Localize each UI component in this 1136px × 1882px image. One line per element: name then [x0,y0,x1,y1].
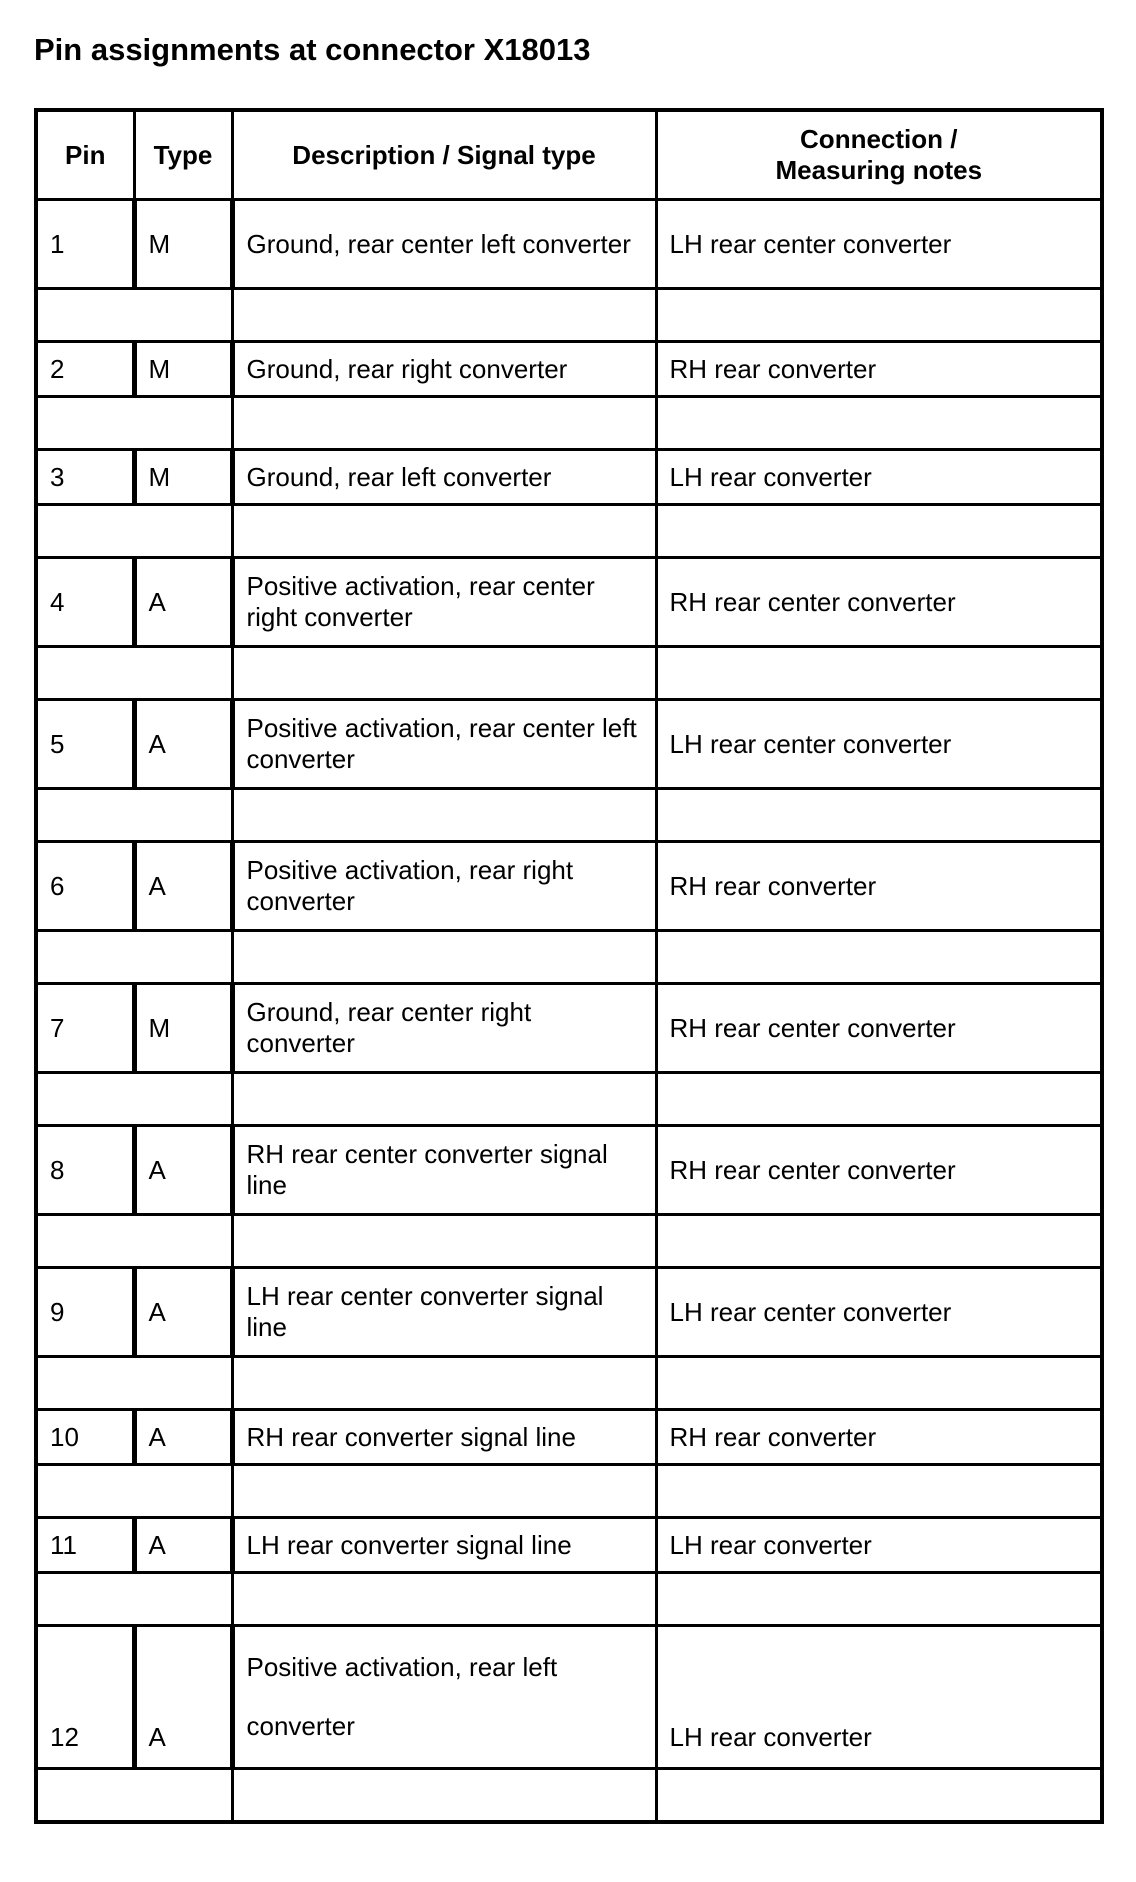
description-cell: Ground, rear right converter [232,342,656,397]
header-description: Description / Signal type [232,110,656,200]
spacer-row [36,289,1102,342]
pin-cell: 12 [36,1626,134,1769]
pin-cell: 10 [36,1410,134,1465]
pin-cell: 8 [36,1126,134,1215]
description-cell: LH rear converter signal line [232,1518,656,1573]
table-row [36,558,1102,647]
connection-cell: LH rear converter [656,450,1102,505]
page-title: Pin assignments at connector X18013 [34,32,591,67]
type-cell: M [134,342,232,397]
description-cell: Positive activation, rear center left converter [232,700,656,789]
description-cell: LH rear center converter signal line [232,1268,656,1357]
header-connection-line2: Measuring notes [775,155,983,185]
connection-cell: LH rear center converter [656,700,1102,789]
spacer-row [36,397,1102,450]
description-line1: Positive activation, rear left [246,1652,558,1682]
pin-cell: 11 [36,1518,134,1573]
table-row [36,1410,1102,1465]
table-row [36,342,1102,397]
header-type: Type [134,110,232,200]
description-cell: RH rear converter signal line [232,1410,656,1465]
connection-cell: LH rear center converter [656,1268,1102,1357]
table-row [36,450,1102,505]
table-header-row [36,110,1102,200]
connection-cell: RH rear converter [656,342,1102,397]
description-cell: Ground, rear left converter [232,450,656,505]
table-row [36,700,1102,789]
type-cell: M [134,200,232,289]
type-cell: A [134,1410,232,1465]
type-cell: M [134,984,232,1073]
spacer-row [36,1357,1102,1410]
type-cell: A [134,700,232,789]
spacer-row [36,647,1102,700]
table-row [36,1268,1102,1357]
description-cell: Positive activation, rear center right converter [232,558,656,647]
pin-cell: 6 [36,842,134,931]
header-connection [656,110,1102,200]
type-cell: A [134,1626,232,1769]
connection-cell: RH rear center converter [656,558,1102,647]
spacer-row [36,1573,1102,1626]
connection-cell: RH rear converter [656,1410,1102,1465]
description-cell: Positive activation, rear right converter [232,842,656,931]
pin-cell: 1 [36,200,134,289]
header-pin: Pin [36,110,134,200]
type-cell: M [134,450,232,505]
description-cell: Ground, rear center left converter [232,200,656,289]
description-line2: converter [246,1711,355,1741]
spacer-row [36,1215,1102,1268]
table-row [36,1126,1102,1215]
type-cell: A [134,842,232,931]
table-row [36,200,1102,289]
header-connection-line1: Connection / [800,124,958,154]
spacer-row [36,1465,1102,1518]
connection-cell: LH rear converter [656,1626,1102,1769]
connection-cell: RH rear center converter [656,984,1102,1073]
spacer-row [36,1073,1102,1126]
connection-cell: LH rear converter [656,1518,1102,1573]
description-cell: Ground, rear center right converter [232,984,656,1073]
table-row [36,1626,1102,1769]
connection-cell: LH rear center converter [656,200,1102,289]
table-row [36,984,1102,1073]
table-row [36,842,1102,931]
type-cell: A [134,558,232,647]
pin-cell: 9 [36,1268,134,1357]
table-row [36,1518,1102,1573]
connection-cell: RH rear converter [656,842,1102,931]
description-cell: RH rear center converter signal line [232,1126,656,1215]
pin-cell: 5 [36,700,134,789]
pin-cell: 4 [36,558,134,647]
pin-assignment-table [34,108,1104,1824]
pin-cell: 2 [36,342,134,397]
spacer-row [36,1769,1102,1823]
connection-cell: RH rear center converter [656,1126,1102,1215]
spacer-row [36,789,1102,842]
spacer-row [36,931,1102,984]
spacer-row [36,505,1102,558]
type-cell: A [134,1268,232,1357]
type-cell: A [134,1126,232,1215]
pin-cell: 7 [36,984,134,1073]
pin-cell: 3 [36,450,134,505]
type-cell: A [134,1518,232,1573]
description-cell [232,1626,656,1769]
